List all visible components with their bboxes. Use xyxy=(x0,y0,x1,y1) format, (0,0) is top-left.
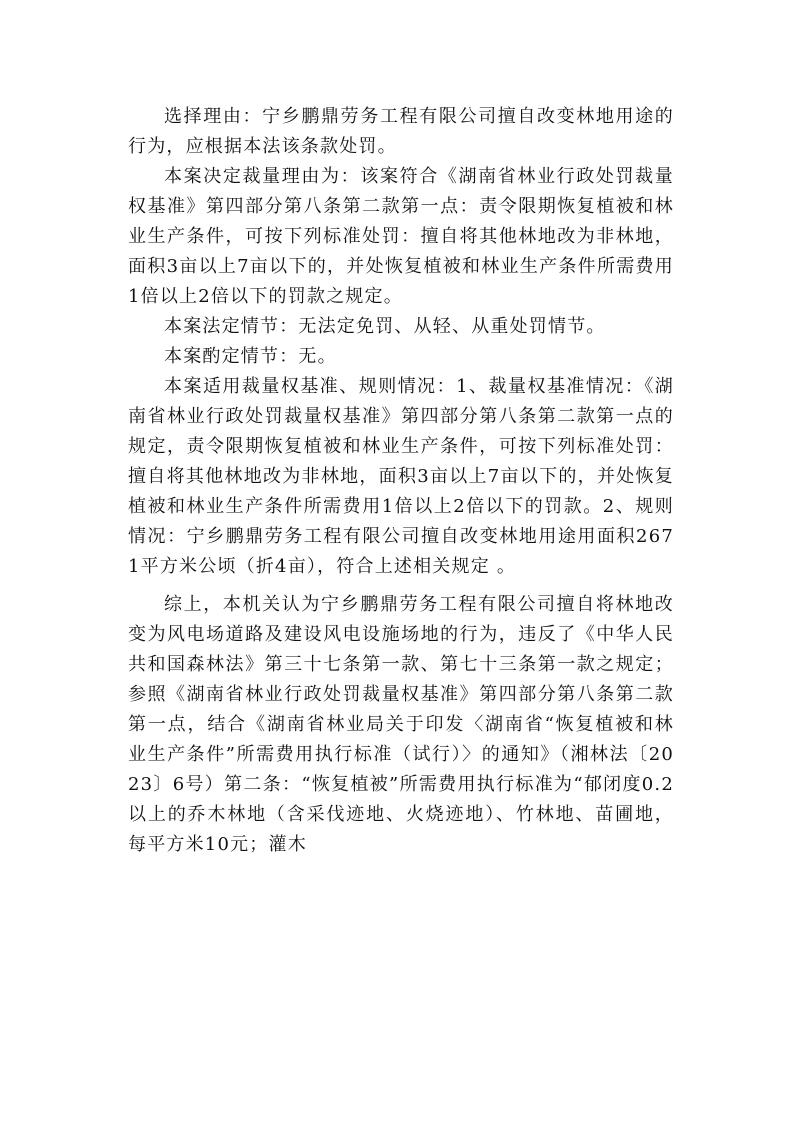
document-body xyxy=(128,102,674,860)
paragraph-applicable-standards: 本案适用裁量权基准、规则情况：1、裁量权基准情况：《湖南省林业行政处罚裁量权基准》第四部分第八条第二款第一点的规定，责令限期恢复植被和林业生产条件，可按下列标准处罚：擅自将其他林地改为非林地，面积3亩以上7亩以下的，并处恢复植被和林业生产条件所需费用1倍以上2倍以下的罚款。2、规则情况：宁乡鹏鼎劳务工程有限公司擅自改变林地用途用面积2671平方米公顷（折4亩），符合上述相关规定 。 xyxy=(128,376,674,577)
paragraph-discretionary-circumstances: 本案酌定情节：无。 xyxy=(164,346,337,367)
paragraph-conclusion: 综上，本机关认为宁乡鹏鼎劳务工程有限公司擅自将林地改变为风电场道路及建设风电设施场地的行为，违反了《中华人民共和国森林法》第三十七条第一款、第七十三条第一款之规定；参照《湖南省林业行政处罚裁量权基准》第四部分第八条第二款第一点，结合《湖南省林业局关于印发〈湖南省“恢复植被和林业生产条件”所需费用执行标准（试行）〉的通知》（湘林法〔2023〕6号）第二条：“恢复植被”所需费用执行标准为“郁闭度0.2以上的乔木林地（含采伐迹地、火烧迹地）、竹林地、苗圃地，每平方米10元；灌木 xyxy=(128,594,674,855)
paragraph-statutory-circumstances: 本案法定情节：无法定免罚、从轻、从重处罚情节。 xyxy=(164,316,606,337)
paragraph-selection-reason: 选择理由：宁乡鹏鼎劳务工程有限公司擅自改变林地用途的行为，应根据本法该条款处罚。 xyxy=(128,106,674,157)
paragraph-discretion-reason: 本案决定裁量理由为：该案符合《湖南省林业行政处罚裁量权基准》第四部分第八条第二款第一点：责令限期恢复植被和林业生产条件，可按下列标准处罚：擅自将其他林地改为非林地，面积3亩以上7亩以下的，并处恢复植被和林业生产条件所需费用1倍以上2倍以下的罚款之规定。 xyxy=(128,166,674,307)
paragraph-gap xyxy=(128,582,674,590)
